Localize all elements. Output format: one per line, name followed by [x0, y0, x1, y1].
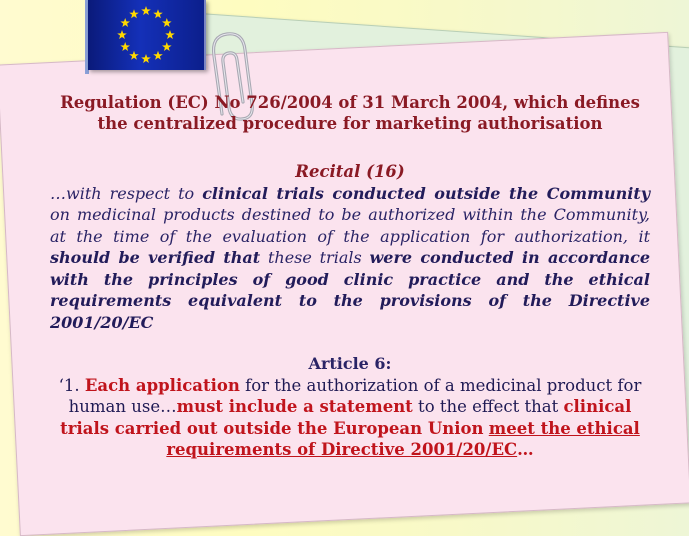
article-seg-1: Each application [84, 375, 240, 395]
article-text [50, 375, 650, 461]
article-heading: Article 6: [308, 354, 392, 373]
recital-seg-1: clinical trials conducted outside the Community [202, 183, 651, 203]
article-seg-7: meet the ethical requirements of Directive 2001/20/EC [166, 418, 640, 459]
article-seg-5: clinical trials carried out outside the European Union [60, 397, 632, 438]
title-line-2: the centralized procedure for marketing authorisation [97, 114, 603, 133]
article-seg-8: … [517, 440, 534, 459]
recital-seg-4: these trials [260, 248, 370, 267]
article-seg-4: to the effect that [412, 397, 564, 416]
eu-flag-icon [88, 0, 206, 70]
title-line-1: Regulation (EC) No 726/2004 of 31 March 2004, which defines [60, 93, 640, 112]
recital-heading: Recital (16) [295, 162, 405, 181]
recital-seg-0: …with respect to [50, 183, 203, 203]
recital-seg-3: should be verified that [50, 248, 261, 267]
regulation-title [50, 92, 650, 134]
recital-text [50, 183, 650, 334]
document-content [50, 92, 650, 461]
recital-seg-5: were conducted in accordance with the principles of good clinic practice and the ethical requirements equivalent to the provisions of the Directive 2001/20/EC [50, 248, 651, 332]
article-seg-3: must include a statement [176, 397, 413, 416]
article-seg-0: ‘1. [58, 375, 85, 395]
article-seg-2: for the authorization of a medicinal product for human use… [68, 375, 642, 416]
recital-seg-2: on medicinal products destined to be authorized within the Community, at the time of the evaluation of the application for authorization, it [50, 205, 650, 246]
